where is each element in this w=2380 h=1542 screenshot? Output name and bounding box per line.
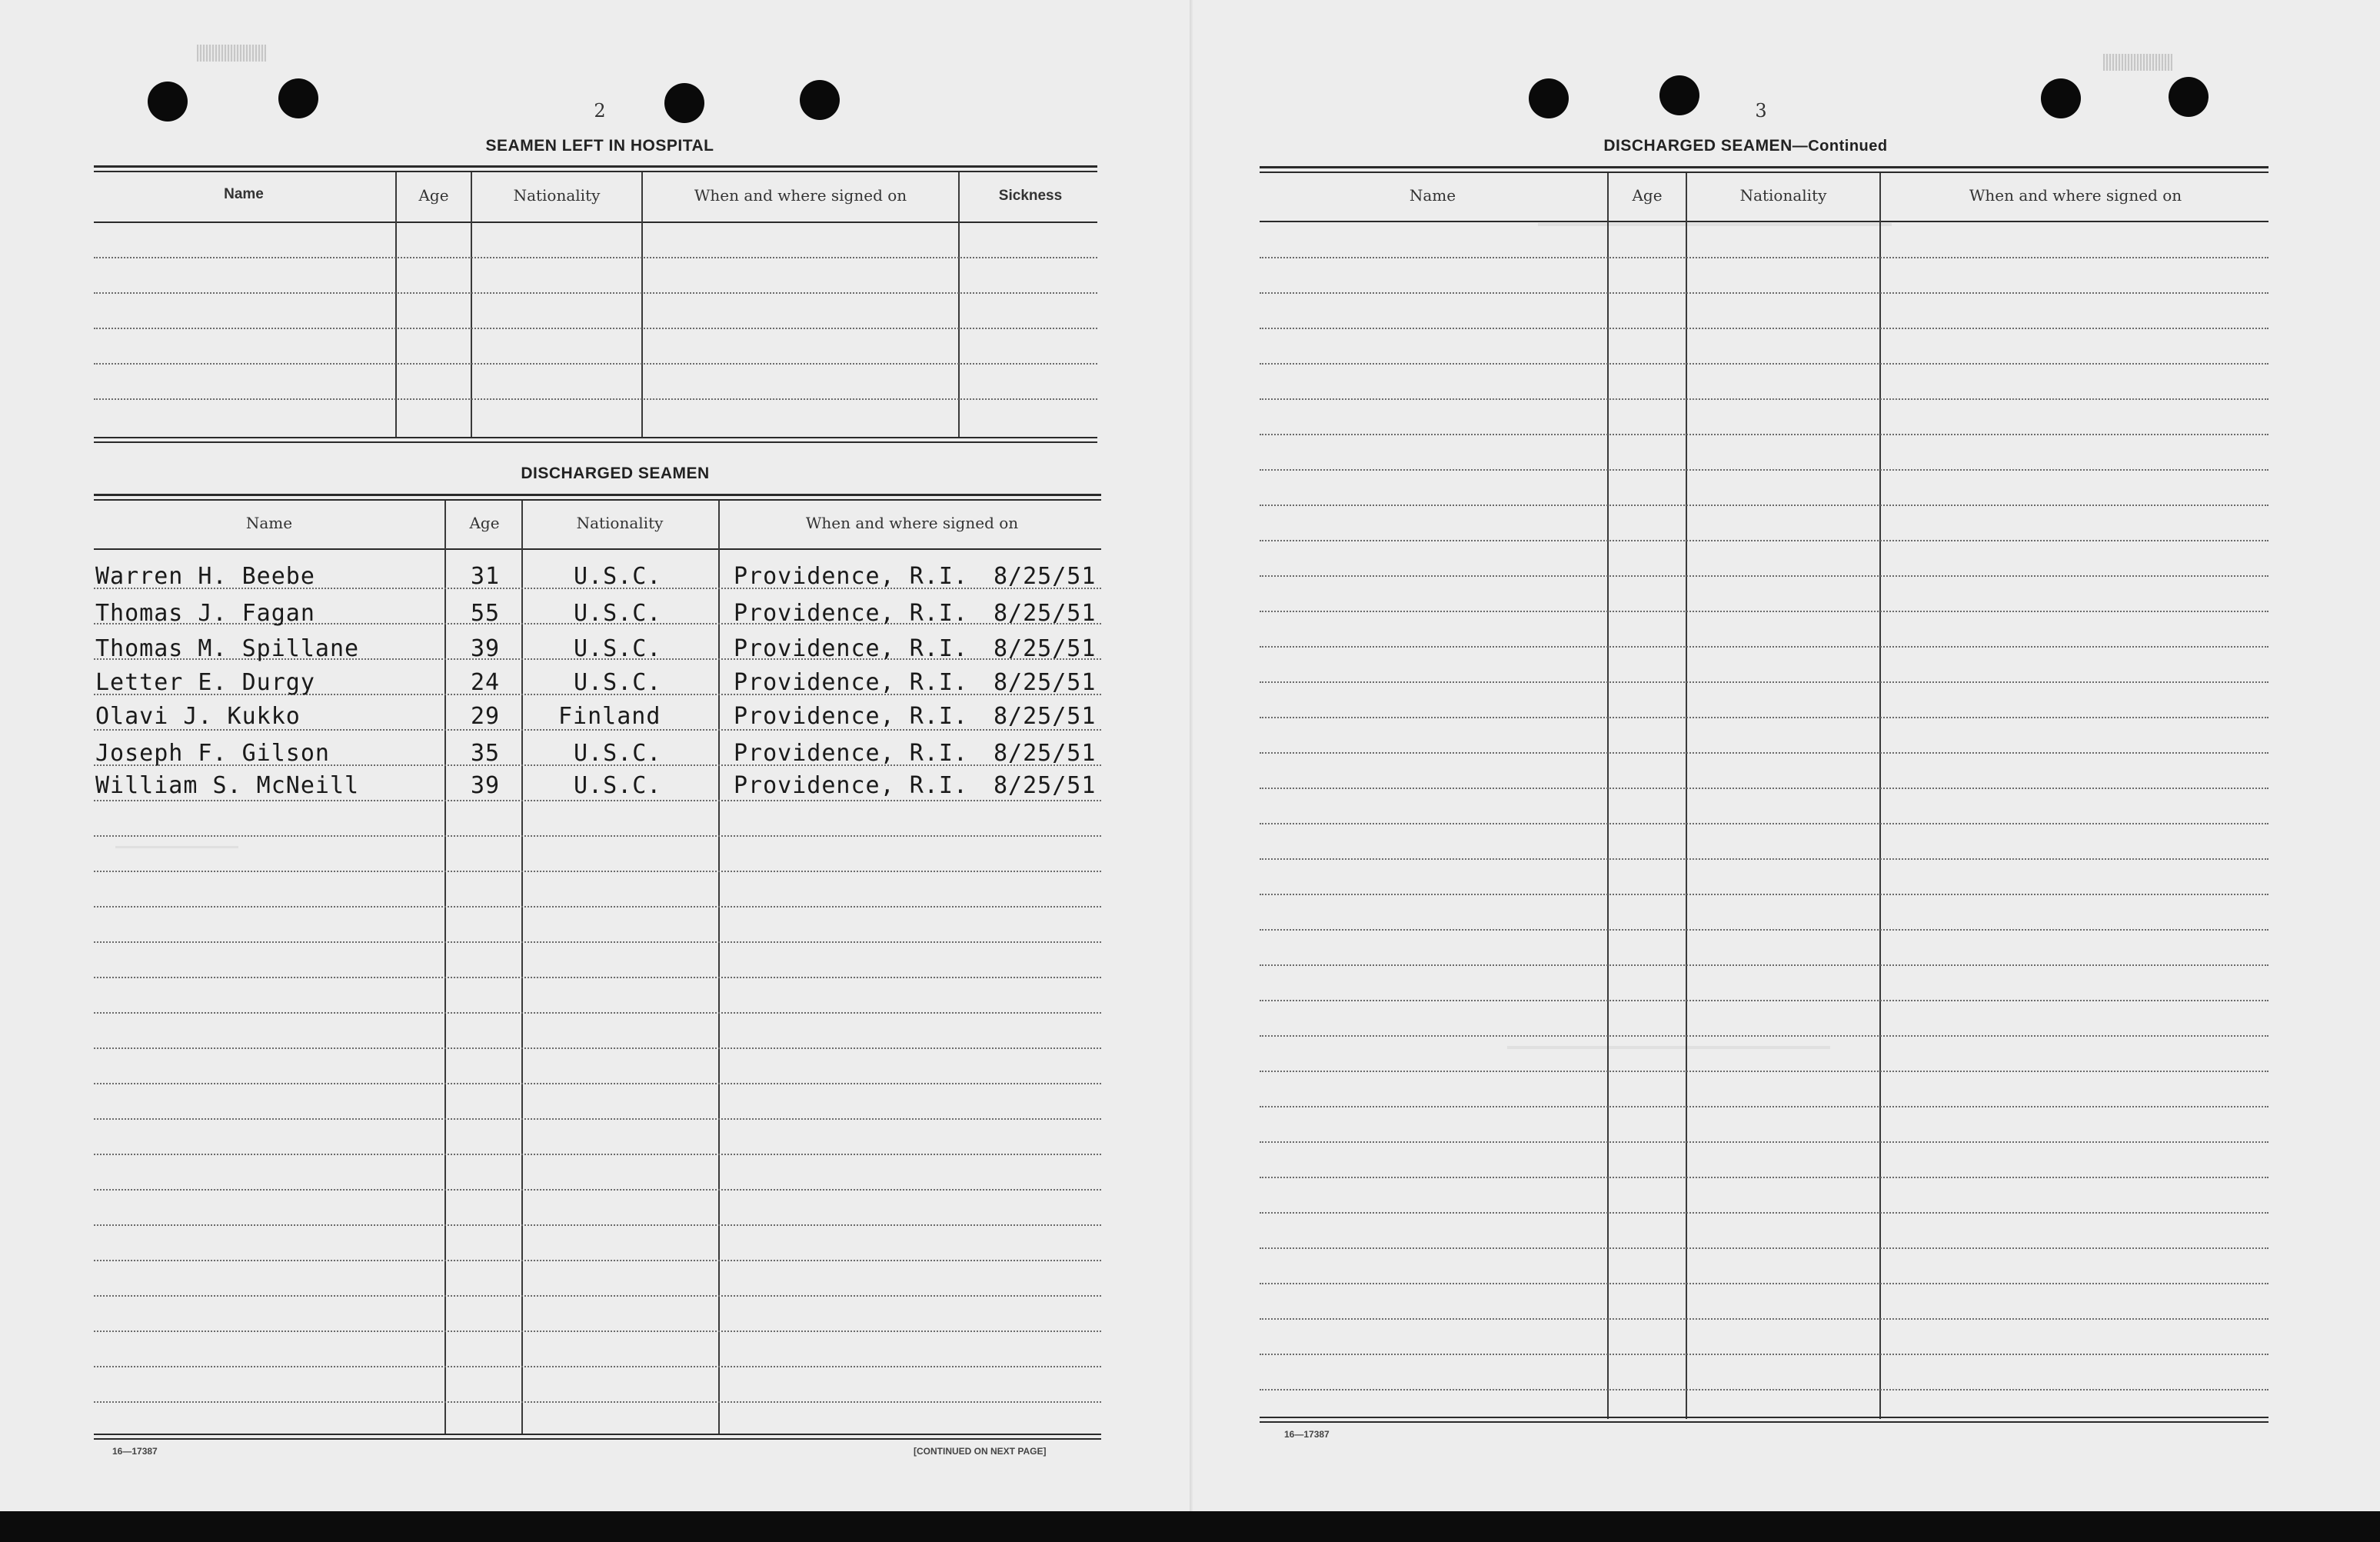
right-row-line [1260, 1318, 2268, 1320]
right-row-line [1260, 717, 2268, 718]
seaman-age: 39 [471, 635, 501, 662]
right-bottom-rule [1260, 1417, 2268, 1418]
right-row-line [1260, 964, 2268, 966]
discharged-row-line [94, 835, 1101, 837]
seaman-nationality: Finland [558, 703, 661, 730]
right-row-line [1260, 328, 2268, 329]
seaman-nationality: U.S.C. [574, 669, 662, 696]
discharged-row-line [94, 1118, 1101, 1120]
punch-hole [278, 78, 318, 118]
seaman-name: Thomas M. Spillane [95, 635, 360, 662]
right-row-line [1260, 611, 2268, 612]
discharged-header-nationality: Nationality [576, 514, 664, 532]
bleed-through-mark [1507, 1046, 1830, 1049]
right-row-line [1260, 540, 2268, 541]
right-row-line [1260, 505, 2268, 506]
discharged-row-line [94, 1401, 1101, 1403]
seaman-age: 29 [471, 703, 501, 730]
right-header-age: Age [1632, 186, 1663, 205]
right-row-line [1260, 363, 2268, 365]
seaman-date: 8/25/51 [994, 703, 1097, 730]
form-number: 16—17387 [1284, 1429, 1330, 1440]
right-section-title-suffix: —Continued [1792, 138, 1888, 155]
hospital-row-line [94, 257, 1097, 258]
discharged-row-line [94, 1260, 1101, 1261]
hospital-row-line [94, 292, 1097, 294]
seaman-nationality: U.S.C. [574, 563, 662, 590]
right-row-line [1260, 1141, 2268, 1143]
seaman-nationality: U.S.C. [574, 740, 662, 767]
punch-hole [148, 82, 188, 122]
discharged-row-line [94, 1295, 1101, 1297]
seaman-age: 24 [471, 669, 501, 696]
stamp-strip-left [197, 45, 266, 62]
seaman-name: Thomas J. Fagan [95, 600, 315, 627]
right-row-line [1260, 1071, 2268, 1072]
hospital-row-line [94, 363, 1097, 365]
discharged-row-line [94, 1366, 1101, 1367]
form-number: 16—17387 [112, 1446, 158, 1457]
right-col-divider [1879, 173, 1881, 1419]
discharged-row-line [94, 1189, 1101, 1191]
hospital-section-title: SEAMEN LEFT IN HOSPITAL [485, 137, 714, 155]
discharged-row-line [94, 941, 1101, 943]
discharged-header-name: Name [245, 514, 293, 532]
right-col-divider [1686, 173, 1687, 1419]
discharged-row-line [94, 1012, 1101, 1014]
seaman-name: Olavi J. Kukko [95, 703, 301, 730]
punch-hole [664, 83, 704, 123]
right-section-title-main: DISCHARGED SEAMEN [1603, 137, 1792, 155]
right-section-title [1507, 137, 1984, 155]
right-row-line [1260, 858, 2268, 860]
top-double-rule [94, 171, 1097, 172]
page-fold [1190, 0, 1193, 1511]
right-row-line [1260, 894, 2268, 895]
seaman-age: 35 [471, 740, 501, 767]
right-header-rule [1260, 221, 2268, 222]
seaman-signed-on: Providence, R.I. [734, 669, 968, 696]
discharged-row-line [94, 906, 1101, 908]
seaman-date: 8/25/51 [994, 635, 1097, 662]
discharged-header-age: Age [469, 514, 500, 532]
seaman-signed-on: Providence, R.I. [734, 772, 968, 799]
seaman-name: Warren H. Beebe [95, 563, 315, 590]
punch-hole [800, 80, 840, 120]
hospital-bottom-rule [94, 437, 1097, 438]
seaman-signed-on: Providence, R.I. [734, 635, 968, 662]
seaman-signed-on: Providence, R.I. [734, 703, 968, 730]
top-double-rule [1260, 166, 2268, 168]
right-row-line [1260, 1035, 2268, 1037]
right-row-line [1260, 681, 2268, 683]
punch-hole [1529, 78, 1569, 118]
discharged-row-line [94, 1047, 1101, 1049]
right-row-line [1260, 1389, 2268, 1390]
hospital-header-name: Name [224, 186, 264, 202]
discharged-row-line [94, 1331, 1101, 1332]
discharged-row-line [94, 977, 1101, 978]
right-row-line [1260, 1000, 2268, 1001]
seaman-nationality: U.S.C. [574, 772, 662, 799]
right-row-line [1260, 1283, 2268, 1284]
page-number: 3 [1755, 100, 1767, 122]
right-row-line [1260, 1106, 2268, 1107]
seaman-age: 31 [471, 563, 501, 590]
bleed-through-mark [115, 846, 238, 848]
discharged-section-title: DISCHARGED SEAMEN [521, 465, 710, 482]
right-row-line [1260, 1177, 2268, 1178]
punch-hole [2041, 78, 2081, 118]
top-double-rule [94, 165, 1097, 168]
hospital-header-sickness: Sickness [998, 188, 1063, 204]
right-header-nationality: Nationality [1739, 186, 1827, 205]
right-row-line [1260, 398, 2268, 400]
discharged-row-line [94, 1154, 1101, 1155]
discharged-top-rule [94, 499, 1101, 501]
hospital-bottom-rule [94, 441, 1097, 443]
right-row-line [1260, 1247, 2268, 1249]
right-row-line [1260, 1354, 2268, 1355]
seaman-date: 8/25/51 [994, 563, 1097, 590]
punch-hole [1659, 75, 1699, 115]
discharged-header-signed-on: When and where signed on [805, 514, 1019, 532]
seaman-nationality: U.S.C. [574, 635, 662, 662]
seaman-signed-on: Providence, R.I. [734, 563, 968, 590]
right-row-line [1260, 929, 2268, 931]
hospital-row-line [94, 328, 1097, 329]
bleed-through-mark [1538, 223, 1892, 226]
right-row-line [1260, 292, 2268, 294]
seaman-date: 8/25/51 [994, 740, 1097, 767]
discharged-row-line [94, 1083, 1101, 1084]
hospital-row-line [94, 398, 1097, 400]
discharged-bottom-rule [94, 1438, 1101, 1440]
right-row-line [1260, 434, 2268, 435]
top-double-rule [1260, 172, 2268, 173]
discharged-row-line [94, 1224, 1101, 1226]
right-row-line [1260, 257, 2268, 258]
right-row-line [1260, 469, 2268, 471]
hospital-header-signed-on: When and where signed on [694, 186, 907, 205]
discharged-bottom-rule [94, 1434, 1101, 1435]
hospital-header-nationality: Nationality [513, 186, 601, 205]
right-row-line [1260, 752, 2268, 754]
punch-hole [2169, 77, 2209, 117]
right-col-divider [1607, 173, 1609, 1419]
discharged-header-rule [94, 548, 1101, 550]
seaman-date: 8/25/51 [994, 669, 1097, 696]
seaman-name: Joseph F. Gilson [95, 740, 330, 767]
right-bottom-rule [1260, 1421, 2268, 1423]
page-number: 2 [594, 100, 606, 122]
seaman-date: 8/25/51 [994, 600, 1097, 627]
right-row-line [1260, 823, 2268, 824]
right-header-signed-on: When and where signed on [1969, 186, 2182, 205]
hospital-header-rule [94, 221, 1097, 223]
hospital-header-age: Age [418, 186, 449, 205]
seaman-age: 39 [471, 772, 501, 799]
discharged-row-line [94, 800, 1101, 801]
right-row-line [1260, 1212, 2268, 1214]
seaman-date: 8/25/51 [994, 772, 1097, 799]
discharged-top-rule [94, 494, 1101, 496]
seaman-signed-on: Providence, R.I. [734, 600, 968, 627]
right-row-line [1260, 575, 2268, 577]
scan-bottom-border [0, 1511, 2380, 1542]
stamp-strip-right [2103, 54, 2172, 71]
continued-note: [CONTINUED ON NEXT PAGE] [914, 1446, 1047, 1457]
seaman-nationality: U.S.C. [574, 600, 662, 627]
right-row-line [1260, 646, 2268, 648]
seaman-name: Letter E. Durgy [95, 669, 315, 696]
seaman-signed-on: Providence, R.I. [734, 740, 968, 767]
right-header-name: Name [1409, 186, 1456, 205]
seaman-age: 55 [471, 600, 501, 627]
right-row-line [1260, 788, 2268, 789]
seaman-name: William S. McNeill [95, 772, 360, 799]
discharged-row-line [94, 871, 1101, 872]
